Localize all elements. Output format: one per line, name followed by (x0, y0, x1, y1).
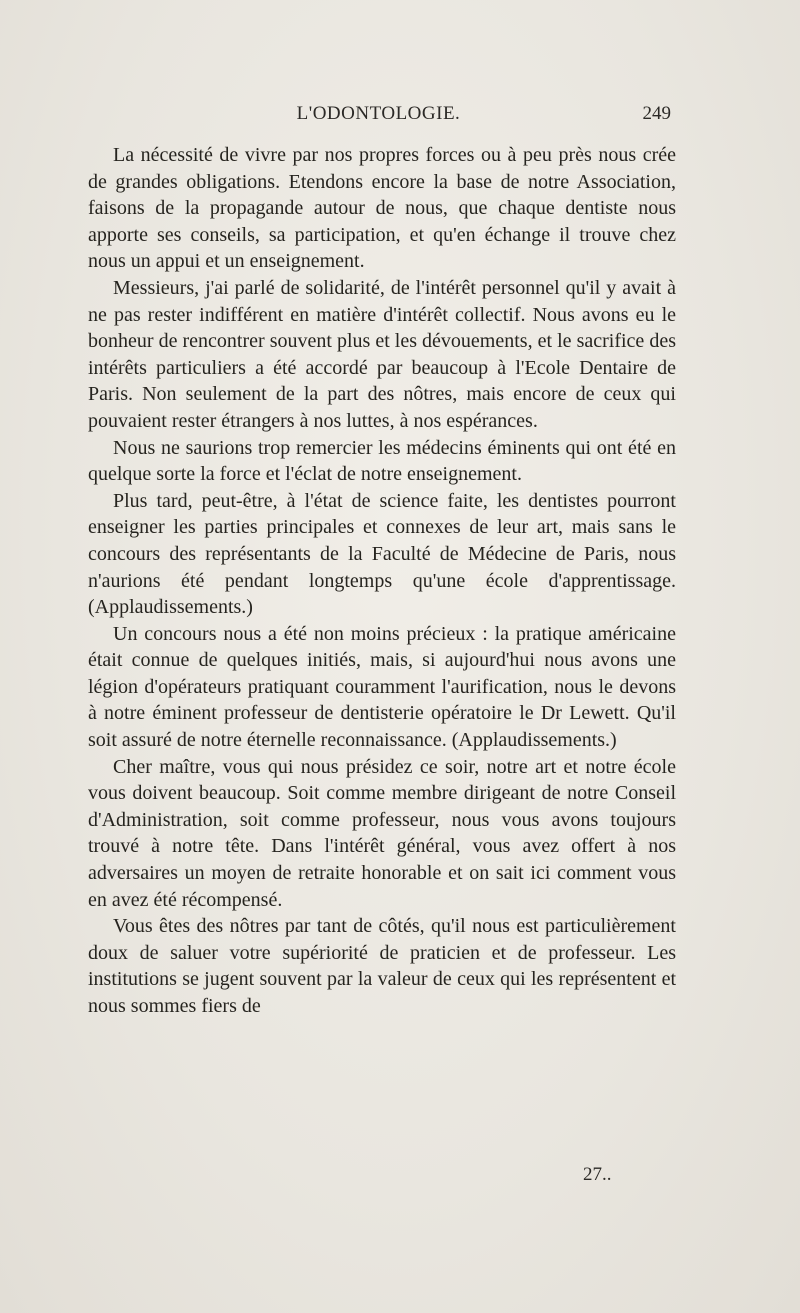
signature-mark: 27.. (583, 1164, 612, 1185)
paragraph-7: Vous êtes des nôtres par tant de côtés, qu'il nous est particulièrement doux de saluer votre supériorité de praticien et de professeur. Les institutions se jugent souvent par la valeur de ceux qui les représentent et nous sommes fiers de (88, 915, 676, 1017)
running-head (86, 103, 671, 133)
running-title: L'ODONTOLOGIE. (296, 103, 461, 124)
paragraph-3: Nous ne saurions trop remercier les médecins éminents qui ont été en quelque sorte la force et l'éclat de notre enseignement. (88, 436, 676, 486)
paragraph-1: La nécessité de vivre par nos propres forces ou à peu près nous crée de grandes obligations. Etendons encore la base de notre Association, faisons de la propagande autour de nous, que chaque dentiste nous apporte ses conseils, sa participation, et qu'en échange il trouve chez nous un appui et un enseignement. (88, 144, 676, 273)
paragraph-5: Un concours nous a été non moins précieux : la pratique américaine était connue de quelques initiés, mais, si aujourd'hui nous avons une légion d'opérateurs pratiquant couramment l'aurification, nous le devons à notre éminent professeur de dentisterie opératoire le Dr Lewett. Qu'il soit assuré de notre éternelle reconnaissance. (Applaudissements.) (88, 622, 676, 752)
page-number: 249 (642, 103, 671, 124)
paragraph-2: Messieurs, j'ai parlé de solidarité, de l'intérêt personnel qu'il y avait à ne pas rester indifférent en matière d'intérêt collectif. Nous avons eu le bonheur de rencontrer souvent plus et les dévouements, et le sacrifice des intérêts particuliers a été accordé par beaucoup à l'Ecole Dentaire de Paris. Non seulement de la part des nôtres, mais encore de ceux qui pouvaient rester étrangers à nos luttes, à nos espérances. (88, 276, 676, 432)
body-text (88, 142, 676, 1020)
paragraph-4: Plus tard, peut-être, à l'état de science faite, les dentistes pourront enseigner les parties principales et connexes de leur art, mais sans le concours des représentants de la Faculté de Médecine de Paris, nous n'aurions été pendant longtemps qu'une école d'apprentissage. (Applaudissements.) (88, 489, 676, 619)
paragraph-6: Cher maître, vous qui nous présidez ce soir, notre art et notre école vous doivent beaucoup. Soit comme membre dirigeant de notre Conseil d'Administration, soit comme professeur, nous vous avons toujours trouvé à notre tête. Dans l'intérêt général, vous avez offert à nos adversaires un moyen de retraite honorable et on sait ici comment vous en avez été récompensé. (88, 755, 676, 911)
